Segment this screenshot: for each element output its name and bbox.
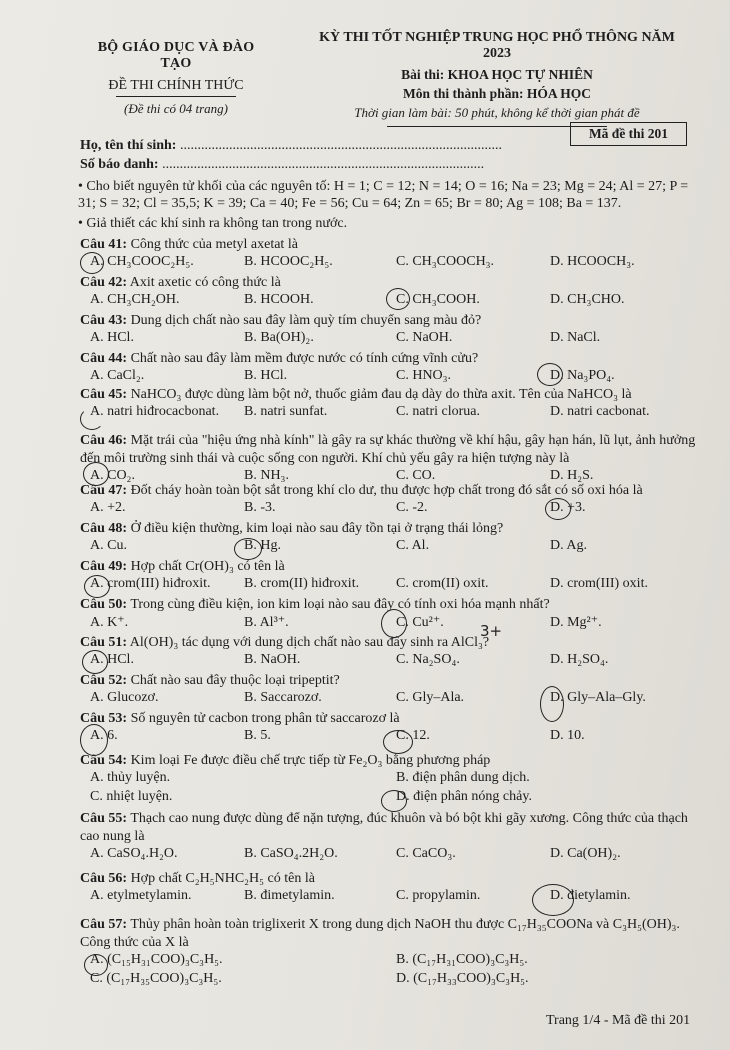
question-stem — [80, 482, 700, 500]
answer-option: A. CH₃CH₂OH. — [90, 292, 180, 307]
answer-option: A. etylmetylamin. — [90, 888, 192, 903]
options-row — [80, 846, 700, 865]
exam-title: KỲ THI TỐT NGHIỆP TRUNG HỌC PHỔ THÔNG NĂM 2023 — [319, 30, 675, 61]
answer-option: C. propylamin. — [396, 888, 481, 903]
question-number: Câu 55: — [80, 811, 128, 826]
question-text: Mặt trái của "hiệu ứng nhà kính" là gây ra sự khác thường về khí hậu, gây hạn hán, lũ lụt, ảnh hưởng đến môi trường sinh thái và cuộc sống con người. Khí chủ yếu gây ra hiện tượng này là — [80, 433, 696, 466]
question-text: Al(OH)₃ tác dụng với dung dịch chất nào sau đây sinh ra AlCl₃? — [129, 635, 490, 650]
answer-option: D. Mg²⁺. — [550, 615, 602, 630]
answer-option: A. (C₁₅H₃₁COO)₃C₃H₅. — [90, 952, 223, 967]
answer-option: D. natri cacbonat. — [550, 404, 650, 419]
question — [80, 432, 700, 487]
question-stem — [80, 710, 700, 728]
answer-option: C. CH₃COOH. — [396, 292, 480, 307]
component-subject: Môn thi thành phần: HÓA HỌC — [403, 86, 591, 101]
answer-option: C. HNO₃. — [396, 368, 452, 383]
answer-option: A. thủy luyện. — [90, 770, 171, 785]
answer-option: B. CaSO₄.2H₂O. — [244, 846, 338, 861]
id-dots: ............................................................................................ — [162, 157, 485, 172]
question-text: Thủy phân hoàn toàn triglixerit X trong dung dịch NaOH thu được C₁₇H₃₅COONa và C₃H₅(OH)₃. Công thức của X là — [80, 917, 680, 950]
question-stem — [80, 752, 700, 770]
answer-option: C. Gly–Ala. — [396, 690, 465, 705]
question-text: Hợp chất C₂H₅NHC₂H₅ có tên là — [130, 871, 315, 886]
question-text: Chất nào sau đây thuộc loại tripeptit? — [130, 673, 340, 688]
question-number: Câu 48: — [80, 521, 128, 536]
answer-option: B. (C₁₇H₃₁COO)₃C₃H₅. — [396, 952, 528, 967]
question-number: Câu 53: — [80, 711, 128, 726]
question-stem — [80, 432, 700, 468]
question-number: Câu 50: — [80, 597, 128, 612]
name-dots: ............................................................................................ — [179, 138, 502, 153]
answer-option: A. 6. — [90, 728, 118, 743]
answer-option: C. Cu²⁺. — [396, 615, 444, 630]
answer-option: A. +2. — [90, 500, 126, 515]
options-row — [80, 888, 700, 907]
header-left — [86, 40, 266, 117]
question-number: Câu 42: — [80, 275, 128, 290]
answer-option: D. điện phân nóng chảy. — [396, 789, 532, 804]
answer-option: A. Cu. — [90, 538, 127, 553]
atomic-masses: • Cho biết nguyên tử khối của các nguyên tố: H = 1; C = 12; N = 14; O = 16; Na = 23; Mg = 24; Al = 27; P = 31; S = 32; Cl = 35,5; K = 39; Ca = 40; Fe = 56; Cu = 64; Zn = 65; Br = 80; Ag = 108; Ba = 137. — [78, 179, 689, 211]
answer-option: B. -3. — [244, 500, 276, 515]
options-row — [80, 952, 700, 971]
options-row — [80, 254, 700, 273]
answer-option: A. K⁺. — [90, 615, 129, 630]
question-stem — [80, 870, 700, 888]
answer-circle — [540, 686, 564, 722]
answer-option: B. Saccarozơ. — [244, 690, 322, 705]
answer-option: A. crom(III) hiđroxit. — [90, 576, 211, 591]
answer-circle — [80, 252, 104, 274]
answer-option: C. nhiệt luyện. — [90, 789, 173, 804]
options-row — [80, 500, 700, 519]
answer-option: A. CaSO₄.H₂O. — [90, 846, 178, 861]
answer-circle — [84, 575, 110, 598]
header-right — [312, 30, 682, 127]
answer-circle — [82, 650, 108, 674]
instructions — [78, 178, 698, 232]
answer-option: D. crom(III) oxit. — [550, 576, 648, 591]
answer-option: B. NaOH. — [244, 652, 301, 667]
page-footer: Trang 1/4 - Mã đề thi 201 — [546, 1013, 691, 1028]
question-text: NaHCO₃ được dùng làm bột nở, thuốc giảm đau dạ dày do thừa axit. Tên của NaHCO₃ là — [130, 387, 632, 402]
answer-option: D. H₂S. — [550, 468, 594, 483]
answer-circle — [381, 609, 407, 638]
options-row — [80, 770, 700, 789]
answer-circle — [83, 462, 109, 486]
options-row — [80, 690, 700, 709]
answer-circle — [80, 408, 104, 430]
student-info — [80, 138, 502, 176]
question-number: Câu 44: — [80, 351, 128, 366]
time-note: Thời gian làm bài: 50 phút, không kể thời gian phát đề — [354, 105, 640, 120]
options-row — [80, 538, 700, 557]
answer-circle — [383, 730, 413, 754]
options-row — [80, 576, 700, 595]
question-number: Câu 45: — [80, 387, 128, 402]
question-text: Axit axetic có công thức là — [129, 275, 281, 290]
answer-option: C. CH₃COOCH₃. — [396, 254, 495, 269]
question-number: Câu 54: — [80, 753, 128, 768]
question-text: Công thức của metyl axetat là — [130, 237, 298, 252]
answer-option: B. HCl. — [244, 368, 288, 383]
question-number: Câu 51: — [80, 635, 128, 650]
answer-option: B. HCOOC₂H₅. — [244, 254, 333, 269]
answer-option: C. Na₂SO₄. — [396, 652, 460, 667]
answer-option: C. Al. — [396, 538, 430, 553]
options-row — [80, 971, 700, 990]
answer-option: A. Glucozơ. — [90, 690, 159, 705]
question — [80, 672, 700, 709]
answer-option: C. natri clorua. — [396, 404, 480, 419]
question-number: Câu 56: — [80, 871, 128, 886]
answer-option: D. H₂SO₄. — [550, 652, 609, 667]
answer-option: C. CaCO₃. — [396, 846, 456, 861]
question-stem — [80, 236, 700, 254]
answer-circle — [80, 724, 108, 756]
question-stem — [80, 350, 700, 368]
question-stem — [80, 520, 700, 538]
answer-option: D. +3. — [550, 500, 586, 515]
answer-option: C. crom(II) oxit. — [396, 576, 489, 591]
answer-option: D. NaCl. — [550, 330, 601, 345]
answer-circle — [532, 884, 574, 916]
question-text: Ở điều kiện thường, kim loại nào sau đây tồn tại ở trạng thái lỏng? — [130, 521, 504, 536]
handwritten-note: 3+ — [480, 622, 503, 640]
question-stem — [80, 810, 700, 846]
id-label: Số báo danh: — [80, 157, 159, 172]
answer-circle — [84, 954, 108, 976]
answer-circle — [537, 363, 563, 386]
question — [80, 386, 700, 423]
question-text: Đốt cháy hoàn toàn bột sắt trong khí clo dư, thu được hợp chất trong đó sắt có số oxi hóa là — [130, 483, 643, 498]
question-text: Chất nào sau đây làm mềm được nước có tính cứng vĩnh cửu? — [130, 351, 479, 366]
question-stem — [80, 672, 700, 690]
answer-option: C. NaOH. — [396, 330, 453, 345]
question-text: Thạch cao nung được dùng để nặn tượng, đúc khuôn và bó bột khi gãy xương. Công thức của thạch cao nung là — [80, 811, 688, 844]
answer-option: B. đimetylamin. — [244, 888, 335, 903]
question-number: Câu 41: — [80, 237, 128, 252]
question-number: Câu 57: — [80, 917, 128, 932]
ministry-name: BỘ GIÁO DỤC VÀ ĐÀO TẠO — [97, 40, 255, 71]
answer-option: A. HCl. — [90, 330, 134, 345]
divider — [116, 96, 236, 97]
answer-circle — [545, 498, 571, 520]
answer-option: B. HCOOH. — [244, 292, 314, 307]
answer-option: D. Gly–Ala–Gly. — [550, 690, 646, 705]
answer-option: B. NH₃. — [244, 468, 289, 483]
question — [80, 236, 700, 273]
options-row — [80, 404, 700, 423]
question-stem — [80, 916, 700, 952]
answer-option: B. natri sunfat. — [244, 404, 328, 419]
question-number: Câu 43: — [80, 313, 128, 328]
options-row — [80, 368, 700, 387]
pages-note: (Đề thi có 04 trang) — [124, 101, 228, 116]
answer-option: A. CaCl₂. — [90, 368, 145, 383]
answer-option: A. CO₂. — [90, 468, 135, 483]
question — [80, 558, 700, 595]
question — [80, 870, 700, 907]
answer-option: C. -2. — [396, 500, 428, 515]
question — [80, 520, 700, 557]
answer-option: A. CH₃COOC₂H₅. — [90, 254, 194, 269]
answer-option: B. Ba(OH)₂. — [244, 330, 314, 345]
answer-option: B. Al³⁺. — [244, 615, 289, 630]
exam-code-box: Mã đề thi 201 — [570, 122, 687, 146]
options-row — [80, 330, 700, 349]
answer-option: B. 5. — [244, 728, 271, 743]
answer-option: D. 10. — [550, 728, 585, 743]
question-stem — [80, 312, 700, 330]
answer-circle — [386, 288, 410, 310]
answer-option: A. HCl. — [90, 652, 134, 667]
answer-option: C. CO. — [396, 468, 436, 483]
question — [80, 916, 700, 990]
question-stem — [80, 386, 700, 404]
question — [80, 482, 700, 519]
options-row — [80, 652, 700, 671]
question — [80, 634, 700, 671]
answer-option: D. CH₃CHO. — [550, 292, 625, 307]
assumption-note: • Giả thiết các khí sinh ra không tan trong nước. — [78, 216, 348, 231]
question-text: Trong cùng điều kiện, ion kim loại nào sau đây có tính oxi hóa mạnh nhất? — [130, 597, 550, 612]
name-label: Họ, tên thí sinh: — [80, 138, 177, 153]
official-exam-label: ĐỀ THI CHÍNH THỨC — [108, 78, 244, 93]
question — [80, 810, 700, 865]
answer-option: D. đietylamin. — [550, 888, 631, 903]
answer-option: B. Hg. — [244, 538, 281, 553]
answer-option: D. (C₁₇H₃₃COO)₃C₃H₅. — [396, 971, 529, 986]
answer-option: D. Ca(OH)₂. — [550, 846, 621, 861]
question — [80, 312, 700, 349]
answer-option: D. Ag. — [550, 538, 587, 553]
question-text: Dung dịch chất nào sau đây làm quỳ tím chuyển sang màu đỏ? — [130, 313, 482, 328]
answer-option: C. 12. — [396, 728, 430, 743]
answer-option: D. HCOOCH₃. — [550, 254, 635, 269]
answer-circle — [381, 790, 407, 812]
subject: Bài thi: KHOA HỌC TỰ NHIÊN — [401, 67, 593, 82]
question-number: Câu 46: — [80, 433, 128, 448]
question-stem — [80, 558, 700, 576]
question-text: Hợp chất Cr(OH)₃ có tên là — [130, 559, 285, 574]
answer-circle — [234, 538, 262, 560]
question-number: Câu 47: — [80, 483, 128, 498]
answer-option: B. điện phân dung dịch. — [396, 770, 530, 785]
answer-option: B. crom(II) hiđroxit. — [244, 576, 360, 591]
question-number: Câu 49: — [80, 559, 128, 574]
question — [80, 350, 700, 387]
question-text: Số nguyên tử cacbon trong phân tử saccarozơ là — [130, 711, 400, 726]
answer-option: A. natri hiđrocacbonat. — [90, 404, 220, 419]
question-text: Kim loại Fe được điều chế trực tiếp từ Fe₂O₃ bằng phương pháp — [130, 753, 491, 768]
question-number: Câu 52: — [80, 673, 128, 688]
answer-option: C. (C₁₇H₃₅COO)₃C₃H₅. — [90, 971, 222, 986]
answer-option: D. Na₃PO₄. — [550, 368, 615, 383]
